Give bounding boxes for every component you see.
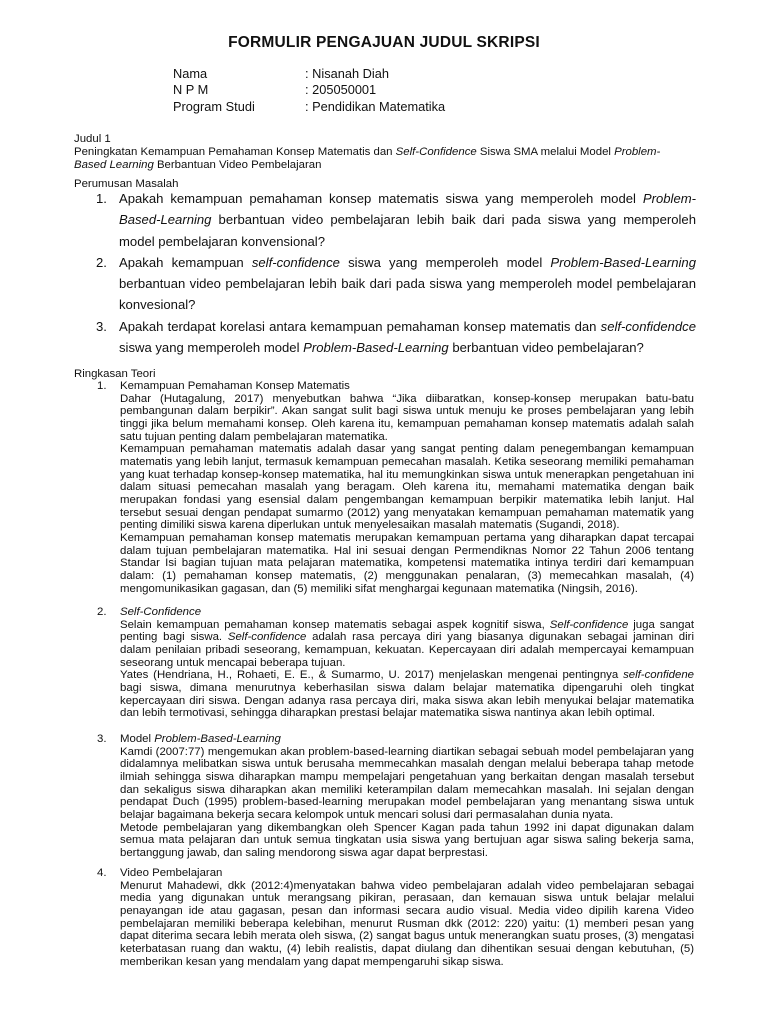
teori-paragraph: Dahar (Hutagalung, 2017) menyebutkan bahwa “Jika diibaratkan, konsep-konsep merupakan batu-batu pembangunan dalam berpikir”. Akan sangat sulit bagi siswa untuk menuju ke proses pembelajaran yang lebih tinggi jika belum memahami konsep. Oleh karena itu, kemampuan pemahaman konsep matematis adalah salah satu tujuan penting dalam pembelajaran matematika. xyxy=(120,392,694,443)
judul-text-part: Peningkatan Kemampuan Pemahaman Konsep Matematis dan xyxy=(74,146,396,158)
teori-paragraph: Kamdi (2007:77) mengemukan akan problem-based-learning diartikan sebagai sebuah model pembelajaran yang didalamnya melibatkan siswa untuk berusaha memmecahkan masalah dengan melalui beberapa tahap metode ilmiah sehingga siswa diharapkan mampu mempelajari pengetahuan yang berkaitan dengan masalah tersebut dan sekaligus siswa diharapkan akan memiliki keterampilan dalam memecahkan masalah. Ini sejalan dengan pendapat Duch (1995) problem-based-learning merupakan model pembelajaran yang menantang siswa untuk belajar bagaimana bekerja secara kelompok untuk mencari solusi dari permasalahan dunia nyata. xyxy=(120,745,694,821)
judul-text xyxy=(74,146,679,171)
item-text: Problem-Based-Learning xyxy=(303,340,449,356)
teori-title: Self-Confidence xyxy=(120,606,202,618)
identity-value: : Nisanah Diah xyxy=(305,66,389,81)
list-number: 3. xyxy=(97,733,107,745)
teori-paragraph xyxy=(120,669,694,720)
para-part: adalah rasa percaya diri yang biasanya digunakan sebagai jaminan diri dalam penilaian pribadi seseorang, kemampuan, kekuatan. Kepercayaan diri adalah mempercayai kemampuan seseorang untuk mencapai beberapa tujuan. xyxy=(120,631,694,669)
item-text: berbantuan video pembelajaran? xyxy=(448,340,644,356)
para-part: self-confidene xyxy=(623,669,694,682)
identity-label: Program Studi xyxy=(173,99,255,114)
para-part: juga sangat penting bagi siswa. xyxy=(120,618,694,644)
judul-text-part: Self-Confidence xyxy=(395,146,477,158)
judul-text-part: Berbantuan Video Pembelajaran xyxy=(153,158,322,171)
identity-value: : Pendidikan Matematika xyxy=(305,99,446,114)
teori-title xyxy=(120,733,694,746)
title-part: Model xyxy=(120,733,155,745)
list-number: 2. xyxy=(97,606,107,618)
perumusan-list xyxy=(96,188,696,358)
teori-item-1 xyxy=(97,380,694,595)
list-item xyxy=(96,252,696,316)
item-text: siswa yang memperoleh model xyxy=(119,340,304,356)
teori-title: Video Pembelajaran xyxy=(120,867,223,879)
item-text: self-confidence xyxy=(251,254,340,270)
teori-title: Kemampuan Pemahaman Konsep Matematis xyxy=(120,380,350,392)
teori-paragraph xyxy=(120,619,694,670)
teori-paragraph: Menurut Mahadewi, dkk (2012:4)menyatakan bahwa video pembelajaran adalah video pembelajaran sebagai media yang digunakan untuk merangsang pikiran, perasaan, dan kemauan siswa untuk belajar melalui penayangan ide atau gagasan, pesan dan informasi secara audio visual. Media video dipilih karena Video pembelajaran memiliki beberapa kelebihan, menurut Rusman dkk (2012: 220) yaitu: (1) memberi pesan yang dapat diterima secara lebih merata oleh siswa, (2) sangat bagus untuk menerangkan suatu proses, (3) mengatasi keterbatasan ruang dan waktu, (4) lebih realistis, dapat diulang dan dihentikan sesuai dengan kebutuhan, (5) memberikan kesan yang mendalam yang dapat mempengaruhi sikap siswa. xyxy=(120,879,694,968)
item-text: Problem-Based-Learning xyxy=(119,191,696,228)
item-text: self-confidendce xyxy=(600,318,696,334)
item-text: berbantuan video pembelajaran lebih baik dari pada siswa yang memperoleh model pembelajaran konvensional? xyxy=(119,212,696,249)
list-number: 2. xyxy=(96,254,107,270)
teori-item-3 xyxy=(97,733,694,860)
list-item xyxy=(96,188,696,252)
teori-paragraph: Kemampuan pemahaman konsep matematis merupakan kemampuan pertama yang diharapkan dapat tercapai dalam tujuan pembelajaran matematika. Hal ini sesuai dengan Permendiknas Nomor 22 Tahun 2006 tentang Standar Isi bagian tujuan mata pelajaran matematika, kompetensi matematika intinya terdiri dari kemampuan dalam: (1) pemahaman konsep matematis, (2) menggunakan penalaran, (3) memecahkan masalah, (4) mengomunikasikan gagasan, dan (5) memiliki sifat menghargai kegunaan matematika (Ningsih, 2016). xyxy=(120,531,694,595)
list-item xyxy=(96,316,696,359)
page-title: FORMULIR PENGAJUAN JUDUL SKRIPSI xyxy=(228,34,540,51)
identity-row-nama xyxy=(173,66,389,81)
judul-text-part: Problem-Based Learning xyxy=(74,146,661,171)
list-number: 1. xyxy=(96,191,107,206)
judul-text-part: Siswa SMA melalui Model xyxy=(476,146,615,158)
teori-paragraph: Metode pembelajaran yang dikembangkan oleh Spencer Kagan pada tahun 1992 ini dapat digunakan dalam semua mata pelajaran dan untuk semua tingkatan usia siswa yang bertujuan agar siswa saling bekerja sama, bertanggung jawab, dan saling mendorong siswa agar dapat berprestasi. xyxy=(120,821,694,859)
para-part: Self-confidence xyxy=(549,618,629,631)
identity-row-prodi xyxy=(173,99,445,114)
teori-item-2 xyxy=(97,606,694,720)
item-text: siswa yang memperoleh model xyxy=(339,254,551,270)
para-part: Selain kemampuan pemahaman konsep matematis sebagai aspek kognitif siswa, xyxy=(120,618,550,631)
identity-label: N P M xyxy=(173,82,209,97)
list-number: 1. xyxy=(97,380,107,392)
item-text: Apakah kemampuan pemahaman konsep matematis siswa yang memperoleh model xyxy=(119,191,643,206)
perumusan-heading: Perumusan Masalah xyxy=(74,178,179,190)
title-part: Problem-Based-Learning xyxy=(154,733,281,745)
item-text: berbantuan video pembelajaran lebih baik dari pada siswa yang memperoleh model pembelajaran konvesional? xyxy=(119,276,696,313)
identity-value: : 205050001 xyxy=(305,82,377,97)
para-part: Yates (Hendriana, H., Rohaeti, E. E., & Sumarmo, U. 2017) menjelaskan mengenai pentingnya xyxy=(120,669,624,682)
identity-label: Nama xyxy=(173,66,208,81)
item-text: Apakah terdapat korelasi antara kemampuan pemahaman konsep matematis dan xyxy=(119,318,601,334)
ringkasan-heading: Ringkasan Teori xyxy=(74,368,156,380)
list-number: 3. xyxy=(96,318,107,334)
item-text: Apakah kemampuan xyxy=(119,254,252,270)
para-part: bagi siswa, dimana menurutnya keberhasilan siswa dalam belajar matematika dipengaruhi oleh tingkat kepercayaan diri siswa. Dengan adanya rasa percaya diri, maka siswa akan lebih menyukai belajar matematika dan lebih termotivasi, sehingga diharapkan prestasi belajar matematika siswa nantinya akan lebih optimal. xyxy=(120,681,694,720)
list-number: 4. xyxy=(97,867,107,879)
teori-item-4 xyxy=(97,867,694,968)
para-part: Self-confidence xyxy=(227,631,307,644)
judul-heading: Judul 1 xyxy=(74,133,111,145)
teori-paragraph: Kemampuan pemahaman matematis adalah dasar yang sangat penting dalam penegembangan kemampuan matematis yang lebih lanjut, termasuk kemampuan pemecahan masalah. Ketika seseorang memiliki pemahaman yang kuat terhadap konsep-konsep matematika, hal itu memungkinkan siswa untuk menerapkan pengetahuan ini dalam situasi pemecahan masalah yang beragam. Oleh karena itu, memahami matematika dengan baik merupakan fondasi yang esensial dalam pengembangan kemampuan berpikir matematika lebih lanjut. Hal tersebut sesuai dengan pendapat sumarmo (2012) yang menyatakan kemampuan pemahaman matematik yang penting dimiliki siswa karena diperlukan untuk menyelesaikan masalah matematis (Sugandi, 2018). xyxy=(120,443,694,532)
identity-row-npm xyxy=(173,82,376,97)
item-text: Problem-Based-Learning xyxy=(550,254,696,270)
